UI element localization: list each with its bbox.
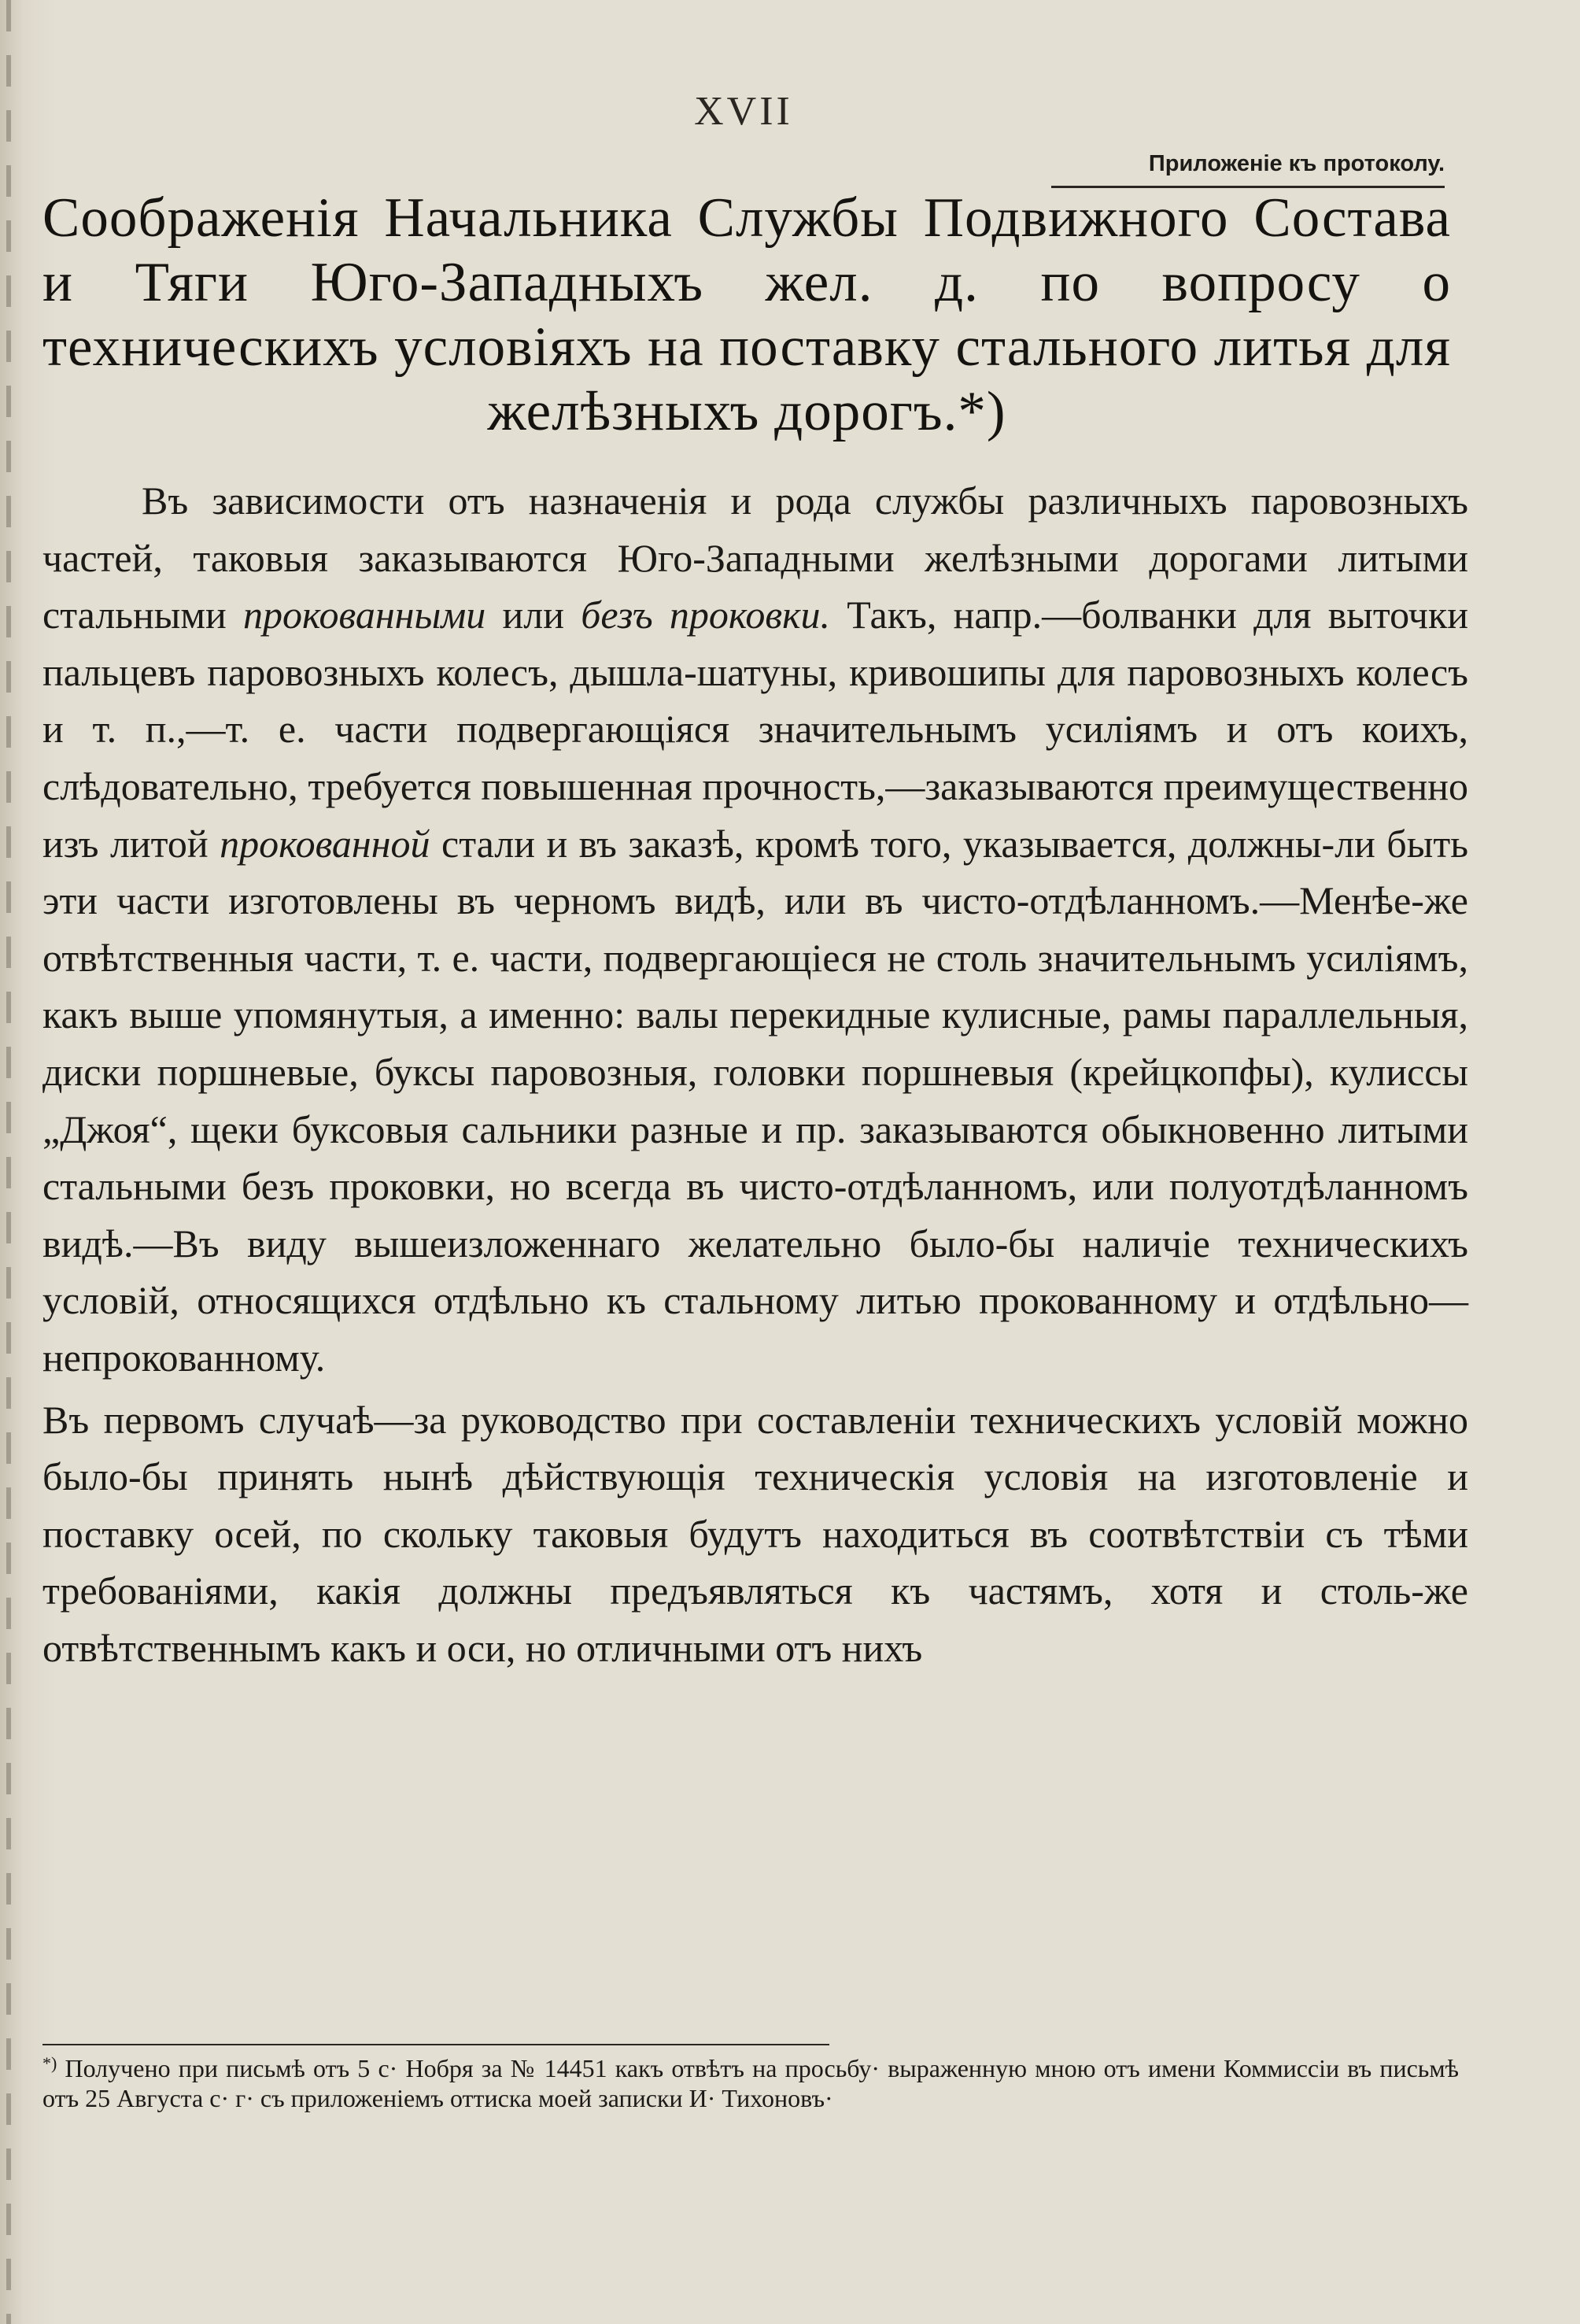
paragraph-1 (42, 472, 1468, 1387)
paragraph-1-italic-c: прокованной (220, 821, 430, 866)
footnote-separator (42, 2044, 829, 2045)
paragraph-1-text-b: или (485, 593, 581, 637)
document-title: Соображенія Начальника Службы Подвижного Состава и Тяги Юго-Западныхъ жел. д. по вопросу о техническихъ условіяхъ на поставку стального литья для желѣзныхъ дорогъ.*) (42, 187, 1451, 442)
paragraph-1-italic-b: безъ проковки. (581, 593, 830, 637)
appendix-label: Приложеніе къ протоколу. (1148, 151, 1445, 176)
paragraph-1-italic-a: прокованными (243, 593, 486, 637)
body-text (42, 472, 1468, 1676)
footnote (42, 2049, 1459, 2113)
paragraph-1-text-c: Такъ, напр.—болванки для выточки пальцевъ паровозныхъ колесъ, дышла-шатуны, кривошипы для паровозныхъ колесъ и т. п.,—т. е. части подвергающіяся значительнымъ усиліямъ и отъ коихъ, слѣдовательно, требуется повышенная прочность,—заказываются преимущественно изъ литой (42, 593, 1468, 866)
paragraph-1-text-d: стали и въ заказѣ, кромѣ того, указывается, должны-ли быть эти части изготовлены въ черномъ видѣ, или въ чисто-отдѣланномъ.—Менѣе-же отвѣтственныя части, т. е. части, подвергающіеся не столь значительнымъ усиліямъ, какъ выше упомянутыя, а именно: валы перекидные кулисные, рамы параллельныя, диски поршневые, буксы паровозныя, головки поршневыя (крейцкопфы), кулиссы „Джоя“, щеки буксовыя сальники разные и пр. заказываются обыкновенно литыми стальными безъ проковки, но всегда въ чисто-отдѣланномъ, или полуотдѣланномъ видѣ.—Въ виду вышеизложеннаго желательно было-бы наличіе техническихъ условій, относящихся отдѣльно къ стальному литью прокованному и отдѣльно—непрокованному. (42, 821, 1468, 1380)
page-number: XVII (694, 89, 793, 134)
binding-gutter (6, 0, 11, 2324)
footnote-text: Получено при письмѣ отъ 5 с· Нобря за № 14451 какъ отвѣтъ на просьбу· выраженную мною отъ имени Коммиссіи въ письмѣ отъ 25 Августа с· г· съ приложеніемъ оттиска моей записки И· Тихоновъ· (42, 2054, 1459, 2112)
paragraph-2: Въ первомъ случаѣ—за руководство при составленіи техническихъ условій можно было-бы принять нынѣ дѣйствующія техническія условія на изготовленіе и поставку осей, по скольку таковыя будутъ находиться въ соотвѣтствіи съ тѣми требованіями, какія должны предъявляться къ частямъ, хотя и столь-же отвѣтственнымъ какъ и оси, но отличными отъ нихъ (42, 1397, 1468, 1670)
paragraph-1-text-a: Въ зависимости отъ назначенія и рода службы различныхъ паровозныхъ частей, таковыя заказываются Юго-Западными желѣзными дорогами литыми стальными (42, 478, 1468, 637)
footnote-marker: *) (42, 2053, 57, 2073)
